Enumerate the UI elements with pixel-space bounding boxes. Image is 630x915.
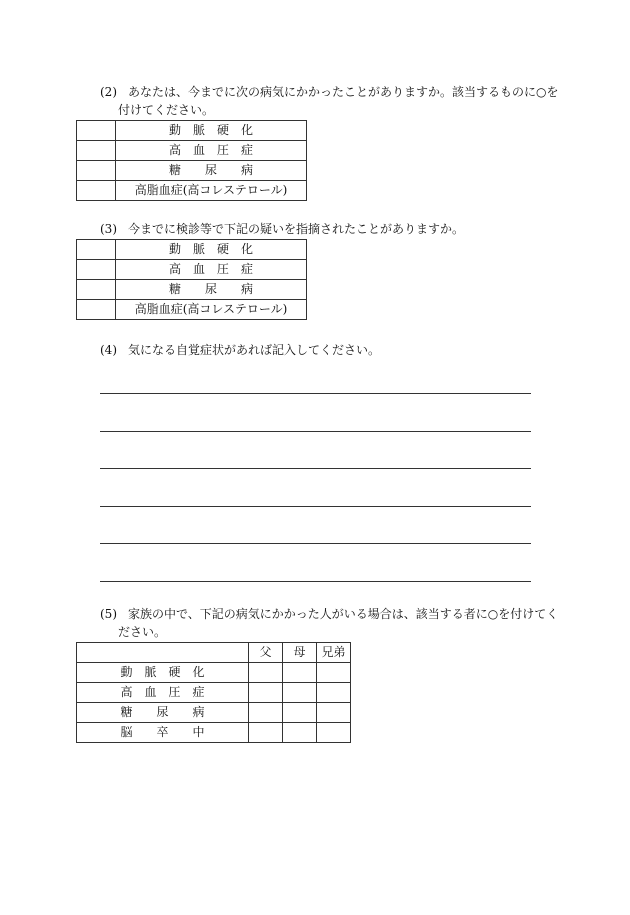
checkbox-cell[interactable]: [77, 121, 116, 141]
disease-label: 脳 卒 中: [77, 723, 249, 743]
question-3-table: [76, 239, 307, 320]
disease-label: 動 脈 硬 化: [116, 240, 307, 260]
disease-label: 動 脈 硬 化: [116, 121, 307, 141]
column-header-mother: 母: [283, 643, 317, 663]
siblings-cell[interactable]: [317, 723, 351, 743]
writing-line[interactable]: [100, 506, 531, 507]
table-row: [77, 300, 307, 320]
father-cell[interactable]: [249, 703, 283, 723]
disease-label: 高脂血症(高コレステロール): [116, 181, 307, 201]
table-row: [77, 181, 307, 201]
checkbox-cell[interactable]: [77, 161, 116, 181]
disease-label: 糖 尿 病: [116, 161, 307, 181]
table-row: [77, 260, 307, 280]
father-cell[interactable]: [249, 683, 283, 703]
column-header-father: 父: [249, 643, 283, 663]
disease-label: 糖 尿 病: [116, 280, 307, 300]
writing-line[interactable]: [100, 393, 531, 394]
table-row: [77, 141, 307, 161]
disease-label: 高 血 圧 症: [116, 260, 307, 280]
checkbox-cell[interactable]: [77, 240, 116, 260]
checkbox-cell[interactable]: [77, 300, 116, 320]
question-3-number: (3): [100, 222, 117, 236]
table-row: [77, 723, 351, 743]
table-header-row: [77, 643, 351, 663]
question-2-table: [76, 120, 307, 201]
question-3: [100, 220, 464, 238]
disease-label: 糖 尿 病: [77, 703, 249, 723]
checkbox-cell[interactable]: [77, 141, 116, 161]
siblings-cell[interactable]: [317, 663, 351, 683]
father-cell[interactable]: [249, 723, 283, 743]
question-4: [100, 341, 380, 359]
question-4-number: (4): [100, 343, 117, 357]
siblings-cell[interactable]: [317, 683, 351, 703]
disease-label: 高脂血症(高コレステロール): [116, 300, 307, 320]
writing-line[interactable]: [100, 581, 531, 582]
question-5: [100, 605, 558, 623]
family-table: [76, 642, 351, 743]
disease-label: 動 脈 硬 化: [77, 663, 249, 683]
disease-label: 高 血 圧 症: [77, 683, 249, 703]
question-5-text-line1: 家族の中で、下記の病気にかかった人がいる場合は、該当する者に○を付けてく: [128, 607, 559, 621]
table-row: [77, 683, 351, 703]
checkbox-cell[interactable]: [77, 181, 116, 201]
question-2-text-line2: 付けてください。: [118, 103, 215, 117]
table-row: [77, 703, 351, 723]
disease-label: 高 血 圧 症: [116, 141, 307, 161]
writing-line[interactable]: [100, 543, 531, 544]
table-row: [77, 280, 307, 300]
writing-line[interactable]: [100, 431, 531, 432]
writing-line[interactable]: [100, 468, 531, 469]
table-row: [77, 121, 307, 141]
question-2-number: (2): [100, 85, 117, 99]
question-3-text: 今までに検診等で下記の疑いを指摘されたことがありますか。: [128, 222, 465, 236]
table-row: [77, 240, 307, 260]
mother-cell[interactable]: [283, 703, 317, 723]
checkbox-cell[interactable]: [77, 280, 116, 300]
column-header-siblings: 兄弟: [317, 643, 351, 663]
mother-cell[interactable]: [283, 663, 317, 683]
mother-cell[interactable]: [283, 683, 317, 703]
question-4-text: 気になる自覚症状があれば記入してください。: [128, 343, 381, 357]
question-5-text-line2: ださい。: [118, 625, 167, 639]
mother-cell[interactable]: [283, 723, 317, 743]
question-2-text-line1: あなたは、今までに次の病気にかかったことがありますか。該当するものに○を: [128, 85, 559, 99]
question-5-number: (5): [100, 607, 117, 621]
header-blank: [77, 643, 249, 663]
question-2: [100, 83, 558, 101]
table-row: [77, 663, 351, 683]
siblings-cell[interactable]: [317, 703, 351, 723]
table-row: [77, 161, 307, 181]
father-cell[interactable]: [249, 663, 283, 683]
checkbox-cell[interactable]: [77, 260, 116, 280]
